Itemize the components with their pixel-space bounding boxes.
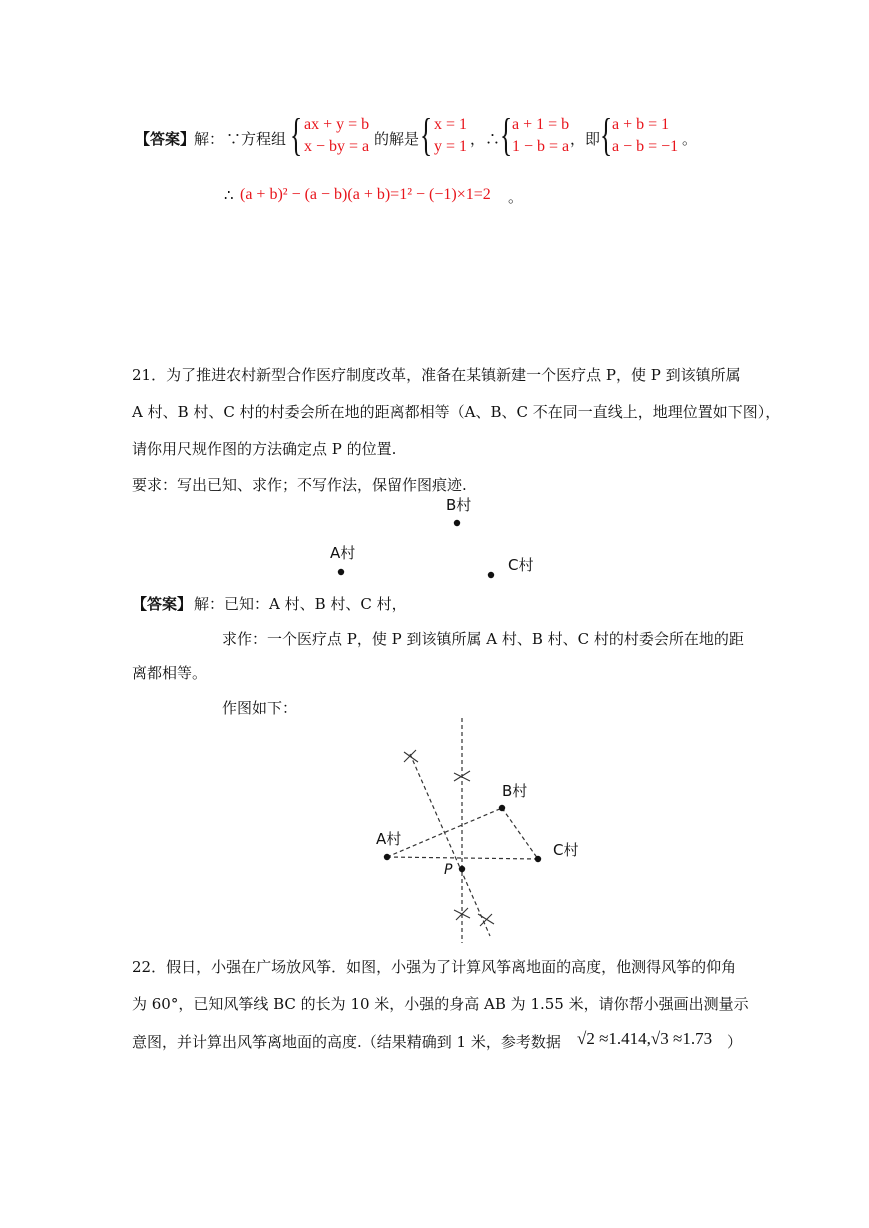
label-a: A村 bbox=[376, 830, 402, 848]
equation: ax + y = b bbox=[304, 116, 370, 133]
answer-label: 【答案】 bbox=[135, 130, 196, 148]
arc-mark-icon bbox=[454, 771, 470, 781]
q21-line-1: 21．为了推进农村新型合作医疗制度改革，准备在某镇新建一个医疗点 P，使 P 到该镇所属 bbox=[132, 366, 741, 384]
final-expression: (a + b)² − (a − b)(a + b)=1² − (−1)×1=2 bbox=[240, 186, 491, 203]
q22-line-3: 意图，并计算出风筝离地面的高度.（结果精确到 1 米，参考数据 bbox=[132, 1033, 561, 1051]
brace-icon: { bbox=[600, 109, 613, 160]
brace-icon: { bbox=[290, 109, 303, 160]
equation: a − b = −1 bbox=[612, 138, 679, 155]
point-p bbox=[459, 866, 465, 872]
label-a: A村 bbox=[330, 544, 356, 562]
q22-line-1: 22．假日，小强在广场放风筝．如图，小强为了计算风筝离地面的高度，他测得风筝的仰角 bbox=[132, 958, 737, 976]
construction-figure bbox=[370, 718, 610, 948]
brace-icon: { bbox=[420, 109, 433, 160]
reference-values: √2 ≈1.414,√3 ≈1.73 bbox=[577, 1029, 713, 1048]
comma-therefore-text: ，∴ bbox=[470, 130, 501, 148]
de-jie-shi-text: 的解是 bbox=[374, 130, 420, 148]
equation-system-3 bbox=[512, 114, 569, 158]
segment-bc bbox=[502, 808, 538, 859]
therefore-symbol: ∴ bbox=[224, 186, 234, 204]
known-text: 解：已知：A 村、B 村、C 村， bbox=[194, 595, 407, 613]
equation-system-2 bbox=[434, 114, 467, 158]
point-c bbox=[535, 856, 541, 862]
drawing-intro: 作图如下： bbox=[222, 699, 298, 717]
seek-line-1: 求作：一个医疗点 P，使 P 到该镇所属 A 村、B 村、C 村的村委会所在地的距 bbox=[222, 630, 744, 648]
q21-line-2: A 村、B 村、C 村的村委会所在地的距离都相等（A、B、C 不在同一直线上，地理位置如下图）， bbox=[132, 403, 781, 421]
ji-text: ，即 bbox=[570, 130, 601, 148]
point-b bbox=[454, 520, 460, 526]
label-c: C村 bbox=[508, 556, 534, 574]
equation: a + b = 1 bbox=[612, 116, 670, 133]
q21-line-4: 要求：写出已知、求作；不写作法，保留作图痕迹. bbox=[132, 476, 467, 494]
point-c bbox=[488, 572, 494, 578]
equation-system-4 bbox=[612, 114, 678, 158]
perpendicular-bisector bbox=[410, 754, 490, 936]
point-a bbox=[384, 854, 390, 860]
because-text: ∵方程组 bbox=[226, 130, 287, 148]
point-b bbox=[499, 805, 505, 811]
jie-text: 解： bbox=[194, 130, 225, 148]
brace-icon: { bbox=[500, 109, 513, 160]
village-figure bbox=[320, 488, 560, 588]
label-b: B村 bbox=[502, 782, 528, 800]
equation: a + 1 = b bbox=[512, 116, 570, 133]
q21-line-3: 请你用尺规作图的方法确定点 P 的位置. bbox=[132, 440, 397, 458]
arc-marks bbox=[404, 750, 494, 926]
equation-system-1 bbox=[304, 114, 369, 158]
label-p: P bbox=[444, 862, 453, 878]
equation: 1 − b = a bbox=[512, 138, 570, 155]
seek-line-2: 离都相等。 bbox=[132, 664, 208, 682]
answer-label: 【答案】 bbox=[132, 595, 193, 613]
construction-lines bbox=[387, 718, 538, 943]
q22-line-2: 为 60°，已知风筝线 BC 的长为 10 米，小强的身高 AB 为 1.55 米，请你帮小强画出测量示 bbox=[132, 995, 749, 1013]
point-a bbox=[338, 569, 344, 575]
final-period: 。 bbox=[508, 188, 524, 206]
label-b: B村 bbox=[446, 496, 472, 514]
label-c: C村 bbox=[553, 841, 579, 859]
arc-mark-icon bbox=[478, 914, 494, 926]
equation: x = 1 bbox=[434, 116, 468, 133]
equation: x − by = a bbox=[304, 138, 370, 155]
close-paren: ） bbox=[727, 1033, 743, 1051]
period-text: 。 bbox=[682, 130, 698, 148]
equation: y = 1 bbox=[434, 138, 468, 155]
